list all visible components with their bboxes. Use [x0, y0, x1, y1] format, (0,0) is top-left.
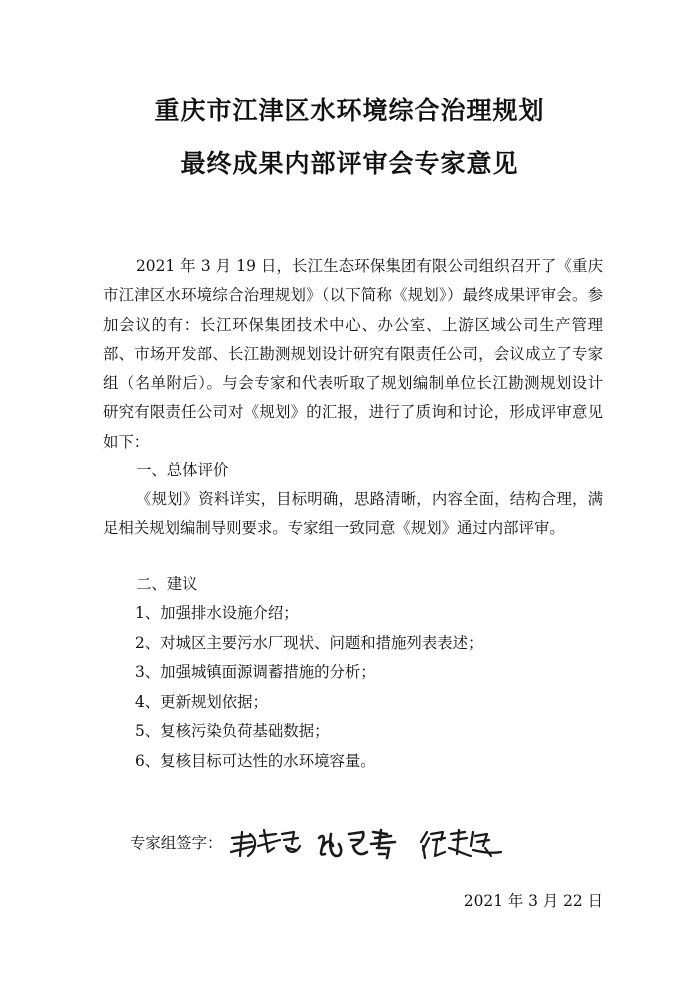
section1-paragraph: 《规划》资料详实，目标明确，思路清晰，内容全面，结构合理，满足相关规划编制导则要求。专家组一致同意《规划》通过内部评审。 — [103, 490, 603, 538]
suggestion-item: 2、对城区主要污水厂现状、问题和措施列表表述； — [135, 633, 484, 652]
intro-paragraph: 2021 年 3 月 19 日，长江生态环保集团有限公司组织召开了《重庆市江津区水环境综合治理规划》（以下简称《规划》）最终成果评审会。参加会议的有：长江环保集团技术中心、办公室、上游区域公司生产管理部、市场开发部、长江勘测规划设计研究有限责任公司，会议成立了专家组（名单附后）。与会专家和代表听取了规划编制单位长江勘测规划设计研究有限责任公司对《规划》的汇报，进行了质询和讨论，形成评审意见如下： — [103, 257, 603, 451]
suggestion-list — [135, 599, 483, 776]
document-title-line1: 重庆市江津区水环境综合治理规划 — [154, 96, 545, 125]
document-title-line2: 最终成果内部评审会专家意见 — [180, 149, 519, 178]
signature-row — [130, 826, 550, 866]
suggestion-item: 5、复核污染负荷基础数据； — [135, 722, 330, 740]
section1-heading: 一、总体评价 — [136, 461, 229, 479]
handwritten-signature-1 — [228, 826, 306, 862]
handwritten-signature-2 — [315, 826, 407, 862]
suggestion-item: 3、加强城镇面源调蓄措施的分析； — [135, 663, 376, 681]
document-date: 2021 年 3 月 22 日 — [463, 892, 603, 910]
handwritten-signature-3 — [419, 826, 505, 862]
suggestion-item: 6、复核目标可达性的水环境容量。 — [135, 751, 376, 770]
signature-label: 专家组签字： — [130, 834, 223, 852]
section2-heading: 二、建议 — [136, 575, 198, 593]
suggestion-item: 4、更新规划依据； — [135, 692, 268, 711]
suggestion-item: 1、加强排水设施介绍； — [135, 604, 299, 622]
